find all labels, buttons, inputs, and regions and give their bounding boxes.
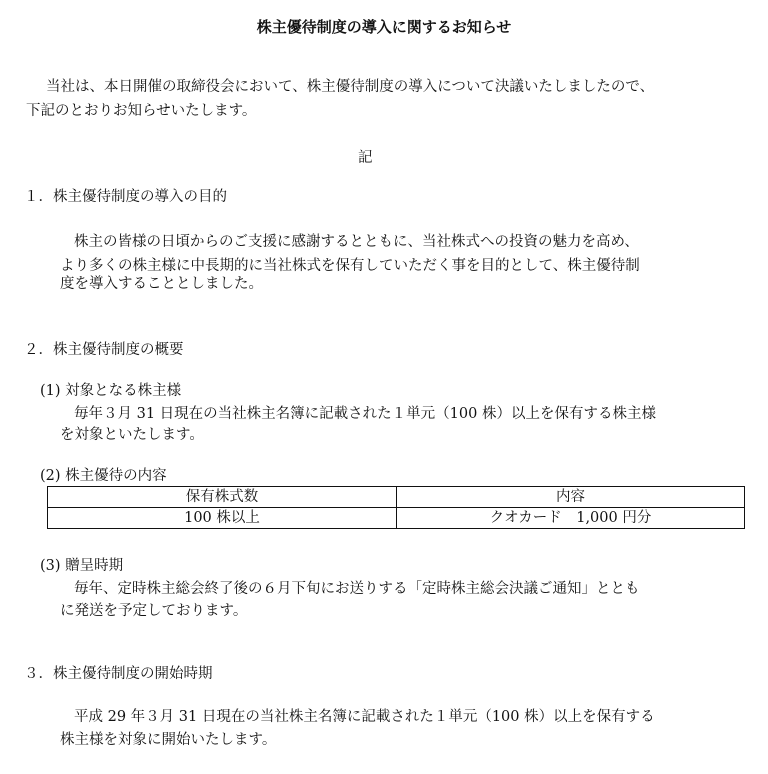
table-header-shares: 保有株式数 (48, 487, 397, 508)
table-header-row (48, 487, 745, 508)
ki-marker: 記 (358, 150, 373, 166)
benefit-table (47, 486, 745, 529)
section-1-line-1: 株主の皆様の日頃からのご支援に感謝するとともに、当社株式への投資の魅力を高め、 (74, 234, 639, 250)
item-3-line-1: 毎年、定時株主総会終了後の６月下旬にお送りする「定時株主総会決議ご通知」ととも (74, 581, 640, 597)
item-1-line-1: 毎年３月 31 日現在の当社株主名簿に記載された１単元（100 株）以上を保有する株主様 (74, 406, 656, 422)
section-3-heading: ３．株主優待制度の開始時期 (24, 666, 213, 682)
item-2-heading: (2) 株主優待の内容 (40, 468, 167, 484)
document-title: 株主優待制度の導入に関するお知らせ (256, 18, 512, 36)
section-1-line-3: 度を導入することとしました。 (60, 276, 263, 292)
table-cell-shares: 100 株以上 (48, 508, 397, 529)
section-3-line-1: 平成 29 年３月 31 日現在の当社株主名簿に記載された１単元（100 株）以上を保有する (74, 709, 655, 725)
intro-line-1: 当社は、本日開催の取締役会において、株主優待制度の導入について決議いたしましたので、 (46, 79, 655, 95)
table-header-content: 内容 (397, 487, 745, 508)
section-1-line-2: より多くの株主様に中長期的に当社株式を保有していただく事を目的として、株主優待制 (60, 258, 640, 274)
item-1-heading: (1) 対象となる株主様 (40, 383, 182, 399)
item-1-line-2: を対象といたします。 (60, 427, 204, 443)
table-row (48, 508, 745, 529)
item-3-line-2: に発送を予定しております。 (60, 603, 248, 619)
section-3-line-2: 株主様を対象に開始いたします。 (60, 732, 277, 748)
section-1-heading: １．株主優待制度の導入の目的 (24, 189, 227, 205)
item-3-heading: (3) 贈呈時期 (40, 558, 124, 574)
table-cell-content: クオカード 1,000 円分 (397, 508, 745, 529)
section-2-heading: ２．株主優待制度の概要 (24, 342, 184, 358)
intro-line-2: 下記のとおりお知らせいたします。 (26, 103, 257, 119)
